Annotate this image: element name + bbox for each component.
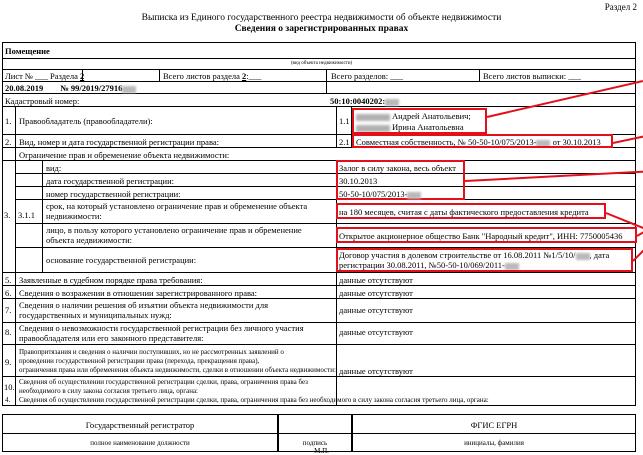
rule [42,160,43,272]
basis-value-2: регистрации 30.08.2011, №50-50-10/069/2011- [339,260,519,270]
rule [2,344,636,345]
right-type-label: Вид, номер и дата государственной регистрации права: [19,137,219,147]
registrar-org: ФГИС ЕГРН [352,420,636,430]
reg-number-label: номер государственной регистрации: [46,189,181,199]
document-title: Выписка из Единого государственного реестра недвижимости об объекте недвижимости [0,13,643,23]
rule [2,160,636,161]
objection-value: данные отсутствуют [339,288,413,298]
reg-date-value: 30.10.2013 [339,176,377,186]
signature-caption: подпись [278,439,352,447]
sheets-in-section: Всего листов раздела 2:___ [163,71,261,81]
owner-name-2: Ирина Анатольевна [356,122,464,132]
rule [15,173,636,174]
row-number: 3. [4,210,10,220]
reg-date-label: дата государственной регистрации: [46,176,174,186]
subrow-number: 2.1 [339,137,350,147]
rule [2,298,636,299]
name-caption: инициалы, фамилия [352,439,636,447]
basis-value-1: Договор участия в долевом строительстве от 16.08.2011 №1/5/10/ , дата [339,250,609,260]
rule [15,199,636,200]
rule [2,58,636,59]
row-number: 2. [5,137,11,147]
basis-label: основание государственной регистрации: [46,255,196,265]
row-number: 4. [5,396,10,404]
cadastral-value: 50:10:0040202: [330,96,399,106]
favor-label-1: лицо, в пользу которого установлено ограничение прав и обременение [46,225,302,235]
consent-note: Сведения об осуществлении государственной регистрации сделки, права, ограничения права без необходимого в силу закона согласия третьего лица, органа: [19,396,489,404]
right-highlight [352,134,613,148]
rule [336,106,337,147]
document-subtitle: Сведения о зарегистрированных правах [0,24,643,34]
claims-pending-label-3: ограничения права или обременения объекта недвижимости, сделки в отношении объекта недвижимости: [19,366,336,374]
rule [2,376,636,377]
seizure-value: данные отсутствуют [339,305,413,315]
term-label-1: срок, на который установлено ограничение прав и обременение объекта [46,201,307,211]
consent-label-2: необходимого в силу закона согласия третьего лица, органа: [19,387,198,395]
claims-label: Заявленные в судебном порядке права требования: [19,275,203,285]
owner-highlight [352,108,487,134]
stamp-place: М.П. [0,447,643,455]
seizure-label-1: Сведения о наличии решения об изъятии объекта недвижимости для [19,300,268,310]
subrow-number: 1.1 [339,116,350,126]
statement-date: 20.08.2019 № 99/2019/27916 [5,83,136,93]
personal-label-1: Сведения о невозможности государственной регистрации без личного участия [19,323,304,333]
section-label: Раздел 2 [605,2,637,12]
claims-value: данные отсутствуют [339,275,413,285]
rule [2,69,636,70]
rule [2,93,636,94]
rule [2,106,636,107]
subrow-number: 3.1.1 [18,210,35,220]
rule [479,69,480,81]
row-number: 7. [5,305,11,315]
favor-value: Открытое акционерное общество Банк "Народный кредит", ИНН: 7750005436 [339,231,622,241]
rule [2,285,636,286]
statement-sheets: Всего листов выписки: ___ [483,71,581,81]
registrar-position: Государственный регистратор [2,420,278,430]
object-type: Помещение [5,46,50,56]
rule [326,69,327,93]
basis-highlight [336,248,633,272]
rule [159,69,160,81]
term-value: на 180 месяцев, считая с даты фактического предоставления кредита [339,207,589,217]
row-number: 1. [5,116,11,126]
encumbrance-label: Ограничение прав и обременение объекта недвижимости: [19,150,229,160]
encumbrance-kind-label: вид: [46,163,61,173]
rule [2,433,636,434]
term-label-2: недвижимости: [46,211,102,221]
right-type-value: Совместная собственность, № 50-50-10/075/2013- от 30.10.2013 [356,137,601,147]
claims-pending-label-2: проведении государственной регистрации права (перехода, прекращения права), [19,357,259,365]
rule [2,81,636,82]
annotation-arrow [637,229,643,237]
term-highlight [336,203,606,219]
row-number: 9. [5,357,11,367]
personal-value: данные отсутствуют [339,327,413,337]
rule [15,223,636,224]
cadastral-label: Кадастровый номер: [5,96,79,106]
rule [2,272,636,273]
object-type-caption: (вид объекта недвижимости) [0,60,643,68]
objection-label: Сведения о возражении в отношении зарегистрированного права: [19,288,257,298]
reg-number-value: 50-50-10/075/2013- [339,189,421,199]
owner-label: Правообладатель (правообладатели): [19,116,153,126]
sections-total: Всего разделов: ___ [331,71,403,81]
row-number: 8. [5,327,11,337]
sheet-label: Лист № ___ Раздела 2 [5,71,84,81]
consent-label-1: Сведения об осуществлении государственной регистрации сделки, права, ограничения права без [19,378,308,386]
claims-pending-label-1: Правопритязания и сведения о наличии поступивших, но не рассмотренных заявлений о [19,348,284,356]
position-caption: полное наименование должности [2,439,278,447]
favor-label-2: объекта недвижимости: [46,235,132,245]
row-number: 6. [5,288,11,298]
favor-highlight [336,227,637,243]
row-number: 10. [4,382,15,392]
rule [15,186,636,187]
owner-name-1: Андрей Анатольевич; [356,111,471,121]
personal-label-2: правообладателя или его законного представителя: [19,333,203,343]
rule [15,106,16,406]
claims-pending-value: данные отсутствуют [339,366,413,376]
encumbrance-kind-value: Залог в силу закона, весь объект [339,163,456,173]
seizure-label-2: государственных и муниципальных нужд: [19,310,172,320]
row-number: 5. [5,275,11,285]
